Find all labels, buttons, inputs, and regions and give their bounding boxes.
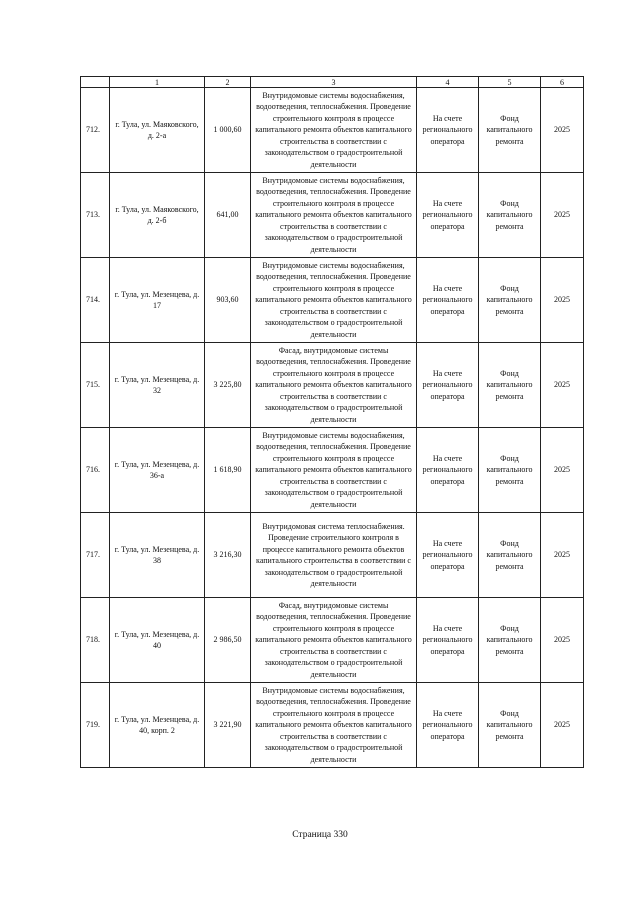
area-cell: 3 225,80: [205, 343, 251, 428]
funding-source-cell: Фонд капитального ремонта: [479, 683, 541, 768]
year-cell: 2025: [541, 428, 584, 513]
account-cell: На счете регионального оператора: [417, 428, 479, 513]
area-cell: 641,00: [205, 173, 251, 258]
year-cell: 2025: [541, 598, 584, 683]
funding-source-cell: Фонд капитального ремонта: [479, 343, 541, 428]
year-cell: 2025: [541, 513, 584, 598]
row-number: 716.: [81, 428, 110, 513]
address-cell: г. Тула, ул. Мезенцева, д. 40, корп. 2: [110, 683, 205, 768]
work-cell: Внутридомовые системы водоснабжения, водоотведения, теплоснабжения. Проведение строительного контроля в процессе капитального ремонта объектов капитального строительства в соответствии с законодательством о градостроительной деятельности: [251, 88, 417, 173]
area-cell: 3 221,90: [205, 683, 251, 768]
table-row: [81, 88, 584, 173]
funding-source-cell: Фонд капитального ремонта: [479, 88, 541, 173]
account-cell: На счете регионального оператора: [417, 598, 479, 683]
column-number-row: [81, 77, 584, 88]
work-cell: Внутридомовые системы водоснабжения, водоотведения, теплоснабжения. Проведение строительного контроля в процессе капитального ремонта объектов капитального строительства в соответствии с законодательством о градостроительной деятельности: [251, 173, 417, 258]
header-cell-2: 2: [205, 77, 251, 88]
area-cell: 1 000,60: [205, 88, 251, 173]
address-cell: г. Тула, ул. Маяковского, д. 2-а: [110, 88, 205, 173]
address-cell: г. Тула, ул. Мезенцева, д. 17: [110, 258, 205, 343]
address-cell: г. Тула, ул. Мезенцева, д. 40: [110, 598, 205, 683]
year-cell: 2025: [541, 683, 584, 768]
table-row: [81, 598, 584, 683]
funding-source-cell: Фонд капитального ремонта: [479, 598, 541, 683]
area-cell: 903,60: [205, 258, 251, 343]
account-cell: На счете регионального оператора: [417, 513, 479, 598]
work-cell: Внутридомовая система теплоснабжения. Проведение строительного контроля в процессе капитального ремонта объектов капитального строительства в соответствии с законодательством о градостроительной деятельности: [251, 513, 417, 598]
row-number: 713.: [81, 173, 110, 258]
header-cell-6: 6: [541, 77, 584, 88]
year-cell: 2025: [541, 88, 584, 173]
header-cell-3: 3: [251, 77, 417, 88]
account-cell: На счете регионального оператора: [417, 258, 479, 343]
row-number: 717.: [81, 513, 110, 598]
header-cell-1: 1: [110, 77, 205, 88]
funding-source-cell: Фонд капитального ремонта: [479, 173, 541, 258]
table-row: [81, 258, 584, 343]
row-number: 719.: [81, 683, 110, 768]
page-number: Страница 330: [292, 830, 348, 840]
header-cell-5: 5: [479, 77, 541, 88]
row-number: 718.: [81, 598, 110, 683]
address-cell: г. Тула, ул. Маяковского, д. 2-б: [110, 173, 205, 258]
work-cell: Внутридомовые системы водоснабжения, водоотведения, теплоснабжения. Проведение строительного контроля в процессе капитального ремонта объектов капитального строительства в соответствии с законодательством о градостроительной деятельности: [251, 258, 417, 343]
area-cell: 3 216,30: [205, 513, 251, 598]
account-cell: На счете регионального оператора: [417, 173, 479, 258]
row-number: 715.: [81, 343, 110, 428]
row-number: 714.: [81, 258, 110, 343]
account-cell: На счете регионального оператора: [417, 88, 479, 173]
address-cell: г. Тула, ул. Мезенцева, д. 38: [110, 513, 205, 598]
header-cell-4: 4: [417, 77, 479, 88]
account-cell: На счете регионального оператора: [417, 343, 479, 428]
table-row: [81, 428, 584, 513]
work-cell: Фасад, внутридомовые системы водоотведения, теплоснабжения. Проведение строительного контроля в процессе капитального ремонта объектов капитального строительства в соответствии с законодательством о градостроительной деятельности: [251, 598, 417, 683]
funding-source-cell: Фонд капитального ремонта: [479, 513, 541, 598]
table-row: [81, 343, 584, 428]
year-cell: 2025: [541, 173, 584, 258]
repair-schedule-table: [80, 76, 584, 768]
address-cell: г. Тула, ул. Мезенцева, д. 36-а: [110, 428, 205, 513]
year-cell: 2025: [541, 258, 584, 343]
funding-source-cell: Фонд капитального ремонта: [479, 258, 541, 343]
row-number: 712.: [81, 88, 110, 173]
work-cell: Внутридомовые системы водоснабжения, водоотведения, теплоснабжения. Проведение строительного контроля в процессе капитального ремонта объектов капитального строительства в соответствии с законодательством о градостроительной деятельности: [251, 683, 417, 768]
account-cell: На счете регионального оператора: [417, 683, 479, 768]
work-cell: Внутридомовые системы водоснабжения, водоотведения, теплоснабжения. Проведение строительного контроля в процессе капитального ремонта объектов капитального строительства в соответствии с законодательством о градостроительной деятельности: [251, 428, 417, 513]
table-row: [81, 513, 584, 598]
address-cell: г. Тула, ул. Мезенцева, д. 32: [110, 343, 205, 428]
year-cell: 2025: [541, 343, 584, 428]
funding-source-cell: Фонд капитального ремонта: [479, 428, 541, 513]
work-cell: Фасад, внутридомовые системы водоотведения, теплоснабжения. Проведение строительного контроля в процессе капитального ремонта объектов капитального строительства в соответствии с законодательством о градостроительной деятельности: [251, 343, 417, 428]
table-row: [81, 173, 584, 258]
table-row: [81, 683, 584, 768]
area-cell: 2 986,50: [205, 598, 251, 683]
header-cell-blank: [81, 77, 110, 88]
area-cell: 1 618,90: [205, 428, 251, 513]
